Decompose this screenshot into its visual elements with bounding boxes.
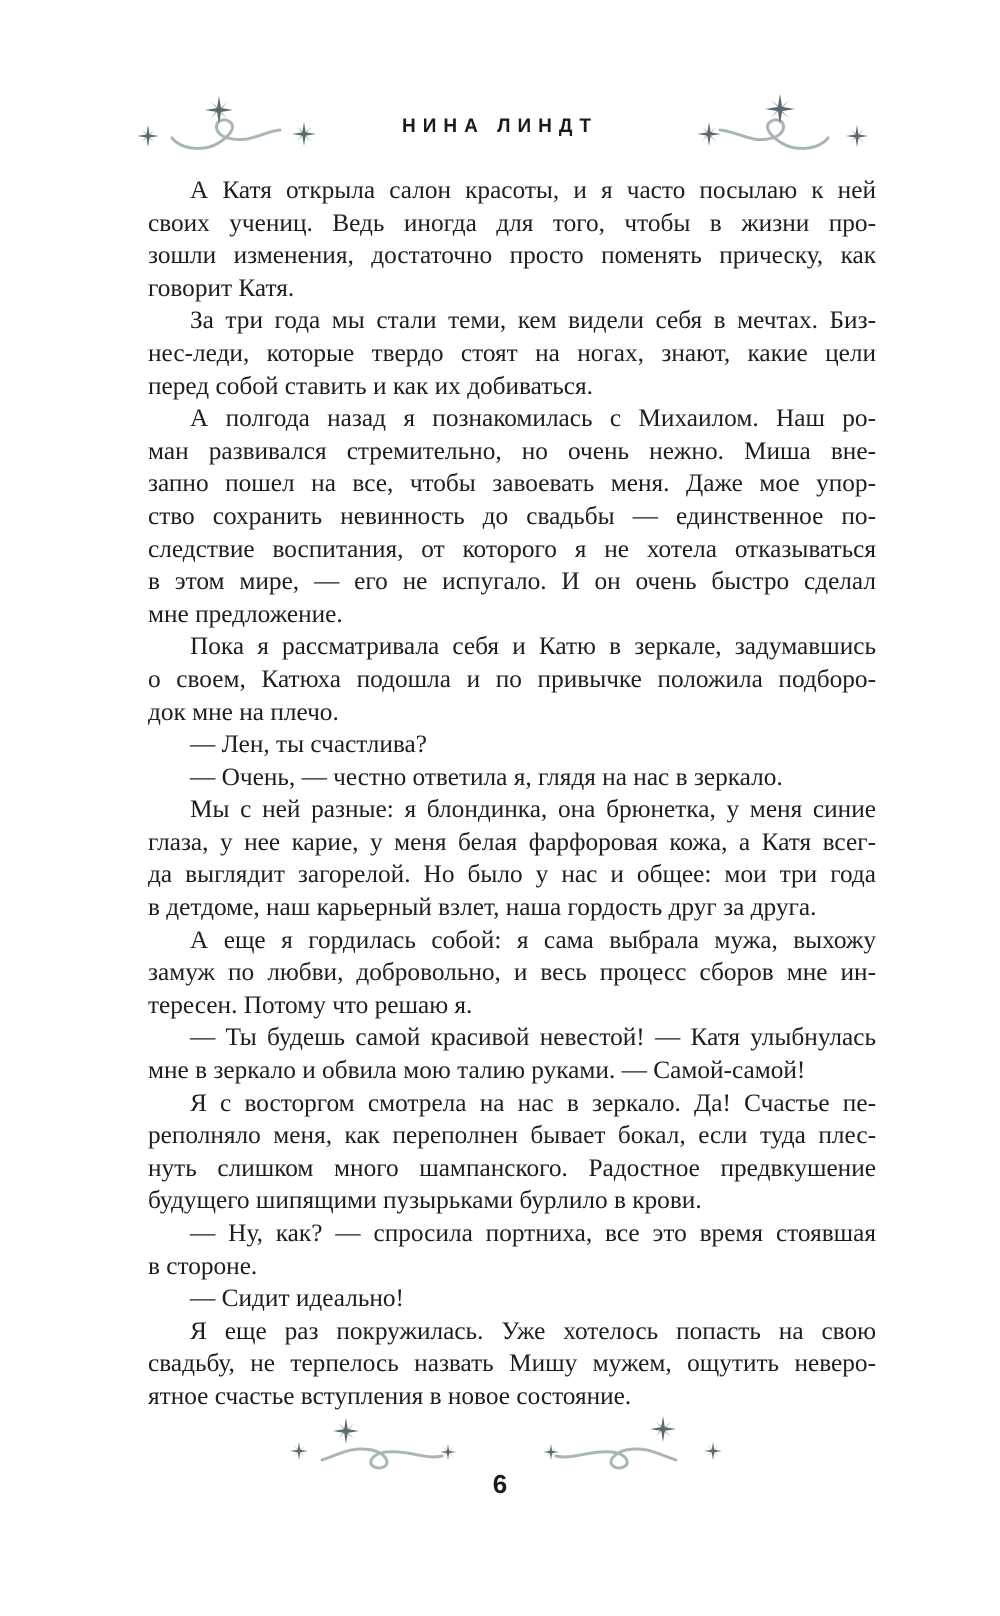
star-icon (704, 1442, 722, 1460)
text-line: — Лен, ты счастлива? (190, 730, 427, 759)
text-line: А еще я гордилась собой: я сама выбрала мужа, выхожу (190, 925, 876, 954)
text-line: За три года мы стали теми, кем видели себя в мечтах. Биз- (190, 306, 876, 335)
page-number: 6 (492, 1469, 508, 1499)
star-icon (333, 1418, 359, 1444)
text-line: ман развивался стремительно, но очень нежно. Миша вне- (148, 436, 876, 465)
text-line: своих учениц. Ведь иногда для того, чтобы в жизни про- (148, 208, 876, 237)
text-line: — Ты будешь самой красивой невестой! — Катя улыбнулась (190, 1023, 876, 1052)
text-line: замуж по любви, добровольно, и весь процесс сборов мне ин- (148, 958, 876, 987)
text-line: ство сохранить невинность до свадьбы — единственное по- (148, 501, 876, 530)
text-line: о своем, Катюха подошла и по привычке положила подборо- (148, 664, 876, 693)
text-line: нуть слишком много шампанского. Радостное предвкушение (148, 1153, 876, 1182)
text-line: реполняло меня, как переполнен бывает бокал, если туда плес- (148, 1121, 876, 1150)
text-line: — Сидит идеально! (190, 1284, 404, 1313)
text-line: Мы с ней разные: я блондинка, она брюнетка, у меня синие (190, 795, 876, 824)
text-line: Я еще раз покружилась. Уже хотелось попасть на свою (190, 1316, 876, 1345)
footer-left-flourish (322, 1449, 442, 1468)
text-line: А Катя открыла салон красоты, и я часто посылаю к ней (190, 176, 876, 204)
star-icon (650, 1416, 676, 1442)
text-line: в детдоме, наш карьерный взлет, наша гордость друг за друга. (148, 893, 817, 922)
text-line: нес-леди, которые твердо стоят на ногах, знают, какие цели (148, 338, 876, 367)
text-line: перед собой ставить и как их добиваться. (148, 371, 593, 400)
text-line: говорит Катя. (148, 273, 295, 302)
text-line: зошли изменения, достаточно просто поменять прическу, как (148, 241, 876, 270)
text-line: док мне на плечо. (148, 697, 339, 726)
star-icon (290, 1442, 308, 1460)
text-line: мне предложение. (148, 599, 343, 628)
text-line: глаза, у нее карие, у меня белая фарфоровая кожа, а Катя всег- (148, 827, 876, 856)
text-line: — Очень, — честно ответила я, глядя на нас в зеркало. (190, 762, 783, 791)
text-line: Я с восторгом смотрела на нас в зеркало. Да! Счастье пе- (190, 1088, 876, 1117)
star-icon (440, 1444, 456, 1460)
text-line: свадьбу, не терпелось назвать Мишу мужем, ощутить неверо- (148, 1349, 876, 1378)
page-body-text (148, 174, 876, 1413)
text-line: тересен. Потому что решаю я. (148, 990, 473, 1019)
footer-right-flourish (556, 1449, 676, 1468)
text-line: ятное счастье вступления в новое состояние. (148, 1381, 632, 1410)
text-line: А полгода назад я познакомилась с Михаилом. Наш ро- (190, 404, 876, 433)
text-line: в стороне. (148, 1251, 258, 1280)
text-line: следствие воспитания, от которого я не хотела отказываться (148, 534, 876, 563)
text-line: в этом мире, — его не испугало. И он очень быстро сделал (148, 567, 876, 596)
text-line: будущего шипящими пузырьками бурлило в крови. (148, 1186, 702, 1215)
running-header-author: НИНА ЛИНДТ (402, 116, 598, 137)
text-line: Пока я рассматривала себя и Катю в зеркале, задумавшись (190, 632, 876, 661)
text-line: — Ну, как? — спросила портниха, все это время стоявшая (190, 1219, 876, 1247)
text-line: запно пошел на все, чтобы завоевать меня. Даже мое упор- (148, 469, 876, 498)
text-line: мне в зеркало и обвила мою талию руками. — Самой-самой! (148, 1056, 806, 1085)
text-line: да выглядит загорелой. Но было у нас и общее: мои три года (148, 860, 876, 889)
